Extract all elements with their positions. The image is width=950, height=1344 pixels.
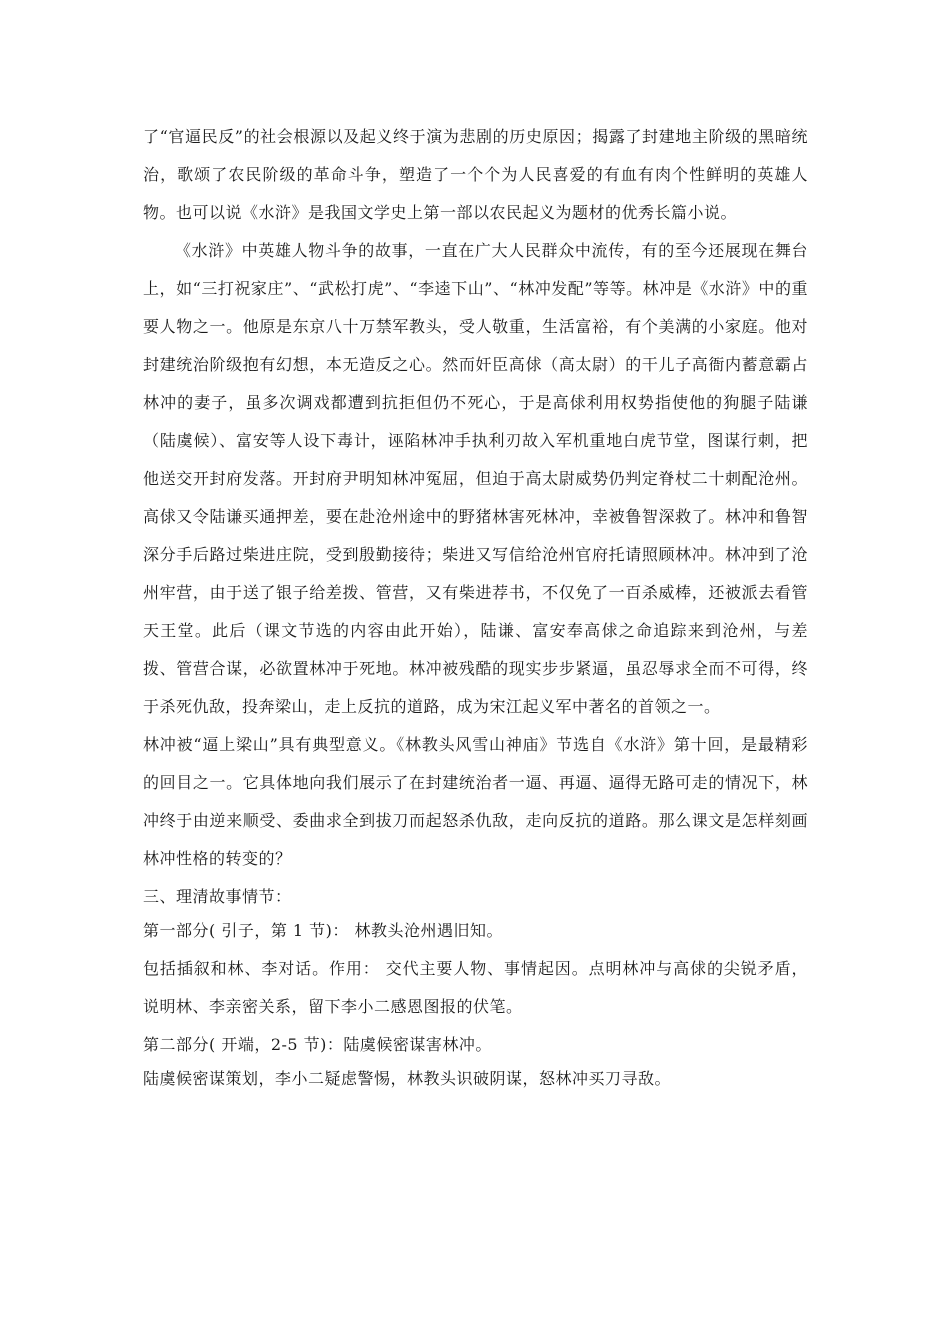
paragraph-typical-significance: 林冲被“逼上梁山”具有典型意义。《林教头风雪山神庙》节选自《水浒》第十回，是最精彩的回目之一。它具体地向我们展示了在封建统治者一逼、再逼、逼得无路可走的情况下，林冲终于由逆来顺受、委曲求全到拔刀而起怒杀仇敌，走向反抗的道路。那么课文是怎样刻画林冲性格的转变的？ [143, 735, 808, 868]
part1-title: 第一部分( 引子，第 1 节)： 林教头沧州遇旧知。 [143, 921, 504, 940]
part2-title: 第二部分( 开端，2-5 节)：陆虞候密谋害林冲。 [143, 1035, 492, 1054]
part2-description: 陆虞候密谋策划，李小二疑虑警惕，林教头识破阴谋，怒林冲买刀寻敌。 [143, 1069, 672, 1088]
paragraph-linchong-story: 《水浒》中英雄人物斗争的故事，一直在广大人民群众中流传，有的至今还展现在舞台上，如“三打祝家庄”、“武松打虎”、“李逵下山”、“林冲发配”等等。林冲是《水浒》中的重要人物之一。他原是东京八十万禁军教头，受人敬重，生活富裕，有个美满的小家庭。他对封建统治阶级抱有幻想，本无造反之心。然而奸臣高俅（高太尉）的干儿子高衙内蓄意霸占林冲的妻子，虽多次调戏都遭到抗拒但仍不死心，于是高俅利用权势指使他的狗腿子陆谦（陆虞候）、富安等人设下毒计，诬陷林冲手执利刃故入军机重地白虎节堂，图谋行刺，把他送交开封府发落。开封府尹明知林冲冤屈，但迫于高太尉威势仍判定脊杖二十刺配沧州。高俅又令陆谦买通押差，要在赴沧州途中的野猪林害死林冲，幸被鲁智深救了。林冲和鲁智深分手后路过柴进庄院，受到殷勤接待；柴进又写信给沧州官府托请照顾林冲。林冲到了沧州牢营，由于送了银子给差拨、管营，又有柴进荐书，不仅免了一百杀威棒，还被派去看管天王堂。此后（课文节选的内容由此开始），陆谦、富安奉高俅之命追踪来到沧州，与差拨、管营合谋，必欲置林冲于死地。林冲被残酷的现实步步紧逼，虽忍辱求全而不可得，终于杀死仇敌，投奔梁山，走上反抗的道路，成为宋江起义军中著名的首领之一。 [143, 241, 808, 716]
document-page [143, 118, 808, 1094]
section-heading-plot: 三、理清故事情节： [143, 887, 292, 906]
paragraph-intro-conclusion: 了“官逼民反”的社会根源以及起义终于演为悲剧的历史原因；揭露了封建地主阶级的黑暗统治，歌颂了农民阶级的革命斗争，塑造了一个个为人民喜爱的有血有肉个性鲜明的英雄人物。也可以说《水浒》是我国文学史上第一部以农民起义为题材的优秀长篇小说。 [143, 127, 808, 222]
part1-description: 包括插叙和林、李对话。作用： 交代主要人物、事情起因。点明林冲与高俅的尖锐矛盾，说明林、李亲密关系，留下李小二感恩图报的伏笔。 [143, 959, 808, 1016]
